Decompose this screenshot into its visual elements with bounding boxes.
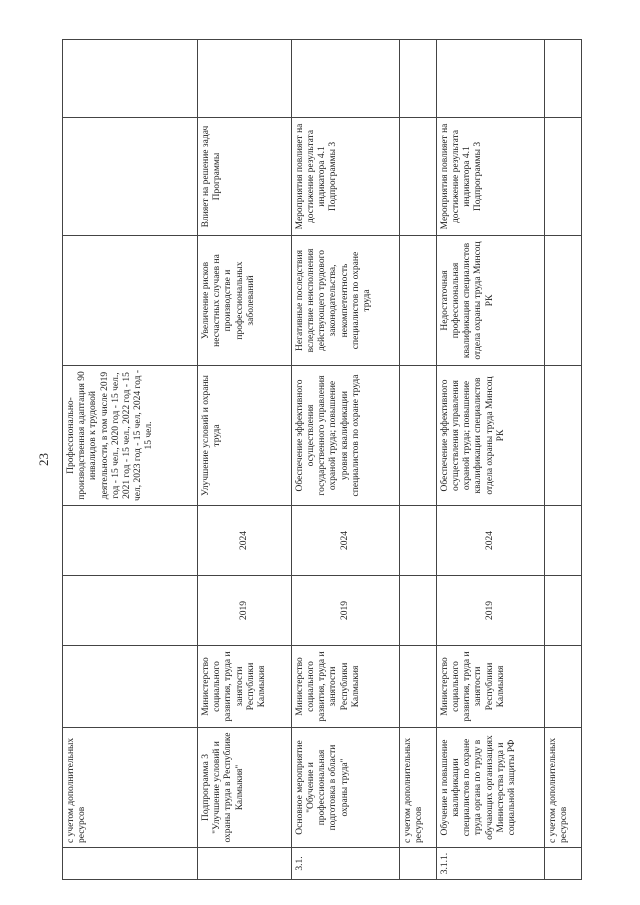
- cell-executor: Министерство социального развития, труда и занятости Республики Калмыкия: [291, 646, 399, 728]
- cell-link: Мероприятия повлияет на достижение результата индикатора 4.1 Подпрограммы 3: [436, 118, 544, 236]
- cell-link: [399, 118, 436, 236]
- table-row: [544, 40, 581, 880]
- cell-executor: Министерство социального развития, труда и занятости Республики Калмыкия: [198, 646, 292, 728]
- table-row: [198, 40, 292, 880]
- table-row: [436, 40, 544, 880]
- cell-empty: [291, 40, 399, 118]
- cell-end: 2024: [436, 506, 544, 576]
- cell-num: [63, 848, 198, 880]
- cell-num: [198, 848, 292, 880]
- cell-start: [63, 576, 198, 646]
- table-row: [291, 40, 399, 880]
- cell-empty: [544, 40, 581, 118]
- cell-num: 3.1.1.: [436, 848, 544, 880]
- page-number: 23: [36, 453, 51, 466]
- cell-empty: [198, 40, 292, 118]
- cell-consequence: [544, 236, 581, 366]
- cell-name: с учетом дополнительных ресурсов: [544, 728, 581, 848]
- cell-empty: [63, 40, 198, 118]
- cell-empty: [436, 40, 544, 118]
- cell-end: [399, 506, 436, 576]
- cell-end: [63, 506, 198, 576]
- cell-consequence: [399, 236, 436, 366]
- rotated-table-sheet: [62, 40, 582, 880]
- cell-num: [399, 848, 436, 880]
- table-body: [63, 40, 582, 880]
- cell-consequence: Увеличение рисков несчастных случаев на производстве и профессиональных заболеваний: [198, 236, 292, 366]
- cell-consequence: [63, 236, 198, 366]
- cell-num: 3.1.: [291, 848, 399, 880]
- cell-end: [544, 506, 581, 576]
- cell-link: [63, 118, 198, 236]
- cell-result: Улучшение условий и охраны труда: [198, 366, 292, 506]
- table-row: [399, 40, 436, 880]
- cell-link: Мероприятия повлияет на достижение результата индикатора 4.1 Подпрограммы 3: [291, 118, 399, 236]
- cell-result: Обеспечение эффективного осуществления государственного управления охраной труда; повышение уровня квалификации специалистов по охране труда: [291, 366, 399, 506]
- cell-name: Обучение и повышение квалификации специалистов по охране труда органа по труду в обучающих организациях Министерства труда и социальной защиты РФ: [436, 728, 544, 848]
- cell-start: 2019: [436, 576, 544, 646]
- cell-name: Подпрограмма 3 "Улучшение условий и охраны труда в Республике Калмыкия": [198, 728, 292, 848]
- cell-name: с учетом дополнительных ресурсов: [63, 728, 198, 848]
- cell-name: с учетом дополнительных ресурсов: [399, 728, 436, 848]
- cell-result: Профессионально-производственная адаптация 90 инвалидов к трудовой деятельности, в том числе 2019 год - 15 чел., 2020 год - 15 чел., 2021 год - 15 чел., 2022 год - 15 чел, 2023 год - 15 чел, 2024 год - 15 чел.: [63, 366, 198, 506]
- cell-start: [399, 576, 436, 646]
- cell-executor: Министерство социального развития, труда и занятости Республики Калмыкия: [436, 646, 544, 728]
- cell-empty: [399, 40, 436, 118]
- table-row: [63, 40, 198, 880]
- cell-link: [544, 118, 581, 236]
- cell-consequence: Негативные последствия вследствие неисполнения действующего трудового законодательства, некомпетентность специалистов по охране труда: [291, 236, 399, 366]
- cell-executor: [544, 646, 581, 728]
- cell-end: 2024: [198, 506, 292, 576]
- program-measures-table: [62, 39, 582, 880]
- cell-executor: [63, 646, 198, 728]
- cell-start: 2019: [291, 576, 399, 646]
- cell-start: 2019: [198, 576, 292, 646]
- cell-executor: [399, 646, 436, 728]
- cell-name: Основное мероприятие "Обучение и профессиональная подготовка в области охраны труда": [291, 728, 399, 848]
- cell-result: Обеспечение эффективного осуществления управления охраной труда; повышение квалификации специалистов отдела охраны труда Минсоц РК: [436, 366, 544, 506]
- cell-end: 2024: [291, 506, 399, 576]
- cell-link: Влияет на решение задач Программы: [198, 118, 292, 236]
- cell-consequence: Недостаточная профессиональная квалификация специалистов отдела охраны труда Минсоц РК: [436, 236, 544, 366]
- cell-result: [544, 366, 581, 506]
- cell-start: [544, 576, 581, 646]
- cell-num: [544, 848, 581, 880]
- cell-result: [399, 366, 436, 506]
